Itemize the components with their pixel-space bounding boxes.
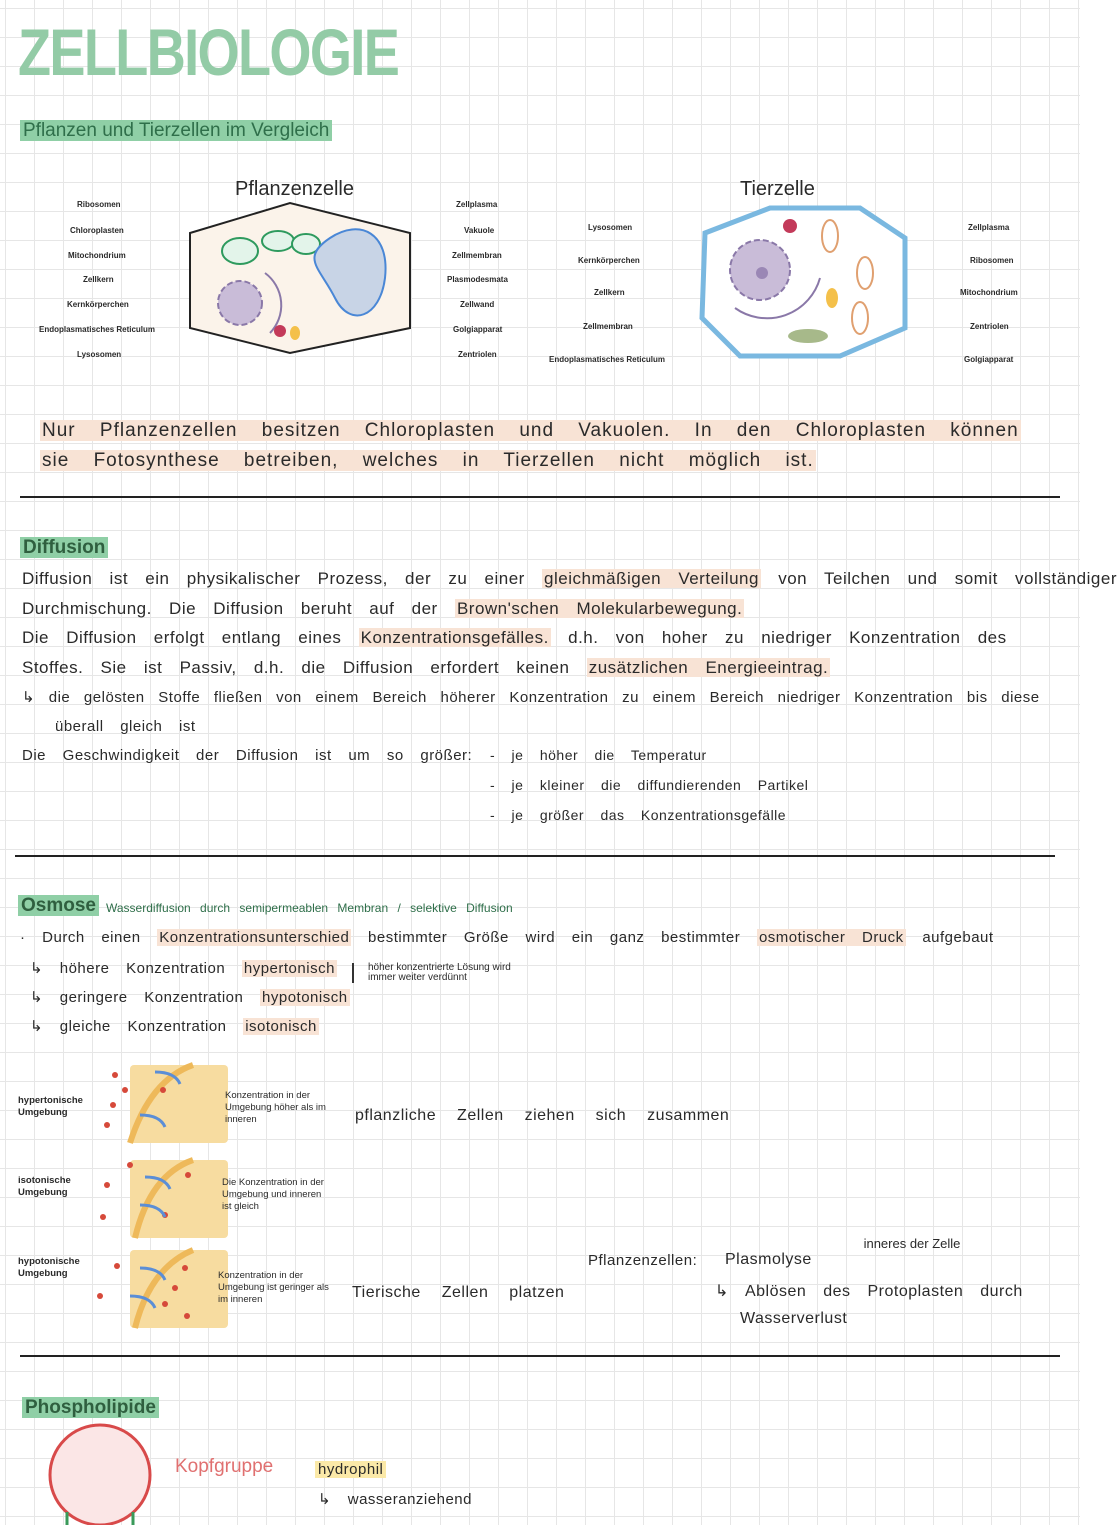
divider (20, 1355, 1060, 1357)
animal-label-mitochondrium: Mitochondrium (960, 288, 1018, 297)
comparison-text-line-2: sie Fotosynthese betreiben, welches in Tierzellen nicht möglich ist. (42, 450, 814, 471)
divider (20, 496, 1060, 498)
plant-label-zellwand: Zellwand (460, 300, 495, 309)
animal-label-ribosomen: Ribosomen (970, 256, 1014, 265)
plant-cell-title: Pflanzenzelle (235, 178, 354, 200)
plasmolyse-line-1: ↳ Ablösen des Protoplasten durch (715, 1283, 1023, 1300)
osmose-item-hypotonisch: ↳ geringere Konzentration hypotonisch (30, 989, 348, 1006)
osmosis-row-result: Tierische Zellen platzen (352, 1284, 565, 1301)
osmose-subtitle: Wasserdiffusion durch semipermeablen Membran / selektive Diffusion (106, 901, 513, 915)
osmosis-row-description: Die Konzentration in der Umgebung und inneren ist gleich (222, 1177, 324, 1212)
animal-label-zentriolen: Zentriolen (970, 322, 1009, 331)
osmosis-row-label: hypotonische Umgebung (18, 1256, 80, 1279)
plant-label-chloroplasten: Chloroplasten (70, 226, 124, 235)
plant-label-lysosomen: Lysosomen (77, 350, 122, 359)
phospholipid-head-icon (45, 1420, 160, 1525)
page-title: ZELLBIOLOGIE (18, 15, 399, 89)
phospholipid-part-label: Kopfgruppe (175, 1456, 274, 1477)
osmosis-cell-illustrations (95, 1060, 235, 1340)
section-heading-comparison: Pflanzen und Tierzellen im Vergleich (20, 120, 332, 142)
animal-label-zellplasma: Zellplasma (968, 223, 1010, 232)
phospholipid-property: hydrophil (315, 1461, 386, 1478)
plasmolyse-line-2: Wasserverlust (740, 1310, 848, 1327)
animal-cell-drawing (540, 178, 1060, 368)
animal-label-lysosomen: Lysosomen (588, 223, 633, 232)
diffusion-line-4: Stoffes. Sie ist Passiv, d.h. die Diffusion erfordert keinen zusätzlichen Energieeintrag. (22, 658, 829, 677)
section-heading-diffusion: Diffusion (20, 537, 108, 559)
diffusion-line-6: überall gleich ist (55, 718, 196, 735)
diffusion-line-1: Diffusion ist ein physikalischer Prozess, der zu einer gleichmäßigen Verteilung von Teilchen und somit vollständiger (22, 569, 1117, 588)
diffusion-line-2: Durchmischung. Die Diffusion beruht auf der Brown'schen Molekularbewegung. (22, 599, 743, 618)
diffusion-line-5: ↳ die gelösten Stoffe fließen von einem Bereich höherer Konzentration zu einem Bereich niedriger Konzentration bis diese (22, 689, 1040, 706)
animal-cell-title: Tierzelle (740, 178, 815, 200)
osmose-item-isotonisch: ↳ gleiche Konzentration isotonisch (30, 1018, 317, 1035)
plant-label-zellplasma: Zellplasma (456, 200, 498, 209)
osmose-brace-note: höher konzentrierte Lösung wird immer weiter verdünnt (352, 963, 518, 983)
plant-label-zentriolen: Zentriolen (458, 350, 497, 359)
osmosis-row-description: Konzentration in der Umgebung ist geringer als im inneren (218, 1270, 329, 1305)
animal-label-zellkern: Zellkern (594, 288, 625, 297)
diffusion-speed-intro: Die Geschwindigkeit der Diffusion ist um so größer: (22, 747, 473, 764)
osmosis-row-description: Konzentration in der Umgebung höher als im inneren (225, 1090, 326, 1125)
plasmolyse-note: inneres der Zelle (863, 1236, 961, 1251)
osmosis-row-label: isotonische Umgebung (18, 1175, 71, 1198)
plant-label-ribosomen: Ribosomen (77, 200, 121, 209)
osmose-item-hypertonisch: ↳ höhere Konzentration hypertonisch (30, 960, 335, 977)
plant-cell-diagram (30, 178, 550, 368)
phospholipid-meaning: ↳ wasseranziehend (318, 1491, 472, 1508)
diffusion-line-3: Die Diffusion erfolgt entlang eines Konzentrationsgefälles. d.h. von hoher zu niedriger Konzentration des (22, 628, 1007, 647)
plant-label-mitochondrium: Mitochondrium (68, 251, 126, 260)
plasmolyse-term: Plasmolyse (725, 1251, 812, 1268)
plant-label-zellmembran: Zellmembran (452, 251, 502, 260)
divider (15, 855, 1055, 857)
diffusion-speed-item: - je kleiner die diffundierenden Partikel (490, 777, 809, 793)
animal-label-er: Endoplasmatisches Reticulum (549, 355, 666, 364)
osmose-line-1: · Durch einen Konzentrationsunterschied bestimmter Größe wird ein ganz bestimmter osmotischer Druck aufgebaut (20, 929, 994, 946)
animal-label-golgiapparat: Golgiapparat (964, 355, 1014, 364)
osmosis-row-label: hypertonische Umgebung (18, 1095, 83, 1118)
osmosis-row-result: pflanzliche Zellen ziehen sich zusammen (355, 1107, 730, 1124)
plant-label-kernkoerperchen: Kernkörperchen (67, 300, 129, 309)
animal-label-zellmembran: Zellmembran (583, 322, 633, 331)
section-heading-osmose: Osmose (18, 895, 99, 917)
animal-label-kernkoerperchen: Kernkörperchen (578, 256, 640, 265)
diffusion-speed-item: - je höher die Temperatur (490, 747, 707, 763)
animal-cell-diagram (540, 178, 1060, 368)
plant-label-golgiapparat: Golgiapparat (453, 325, 503, 334)
plant-label-plasmodesmata: Plasmodesmata (447, 275, 508, 284)
plant-label-vakuole: Vakuole (464, 226, 495, 235)
diffusion-speed-item: - je größer das Konzentrationsgefälle (490, 807, 787, 823)
plant-label-zellkern: Zellkern (83, 275, 114, 284)
plant-label-er: Endoplasmatisches Reticulum (39, 325, 156, 334)
plasmolyse-label: Pflanzenzellen: (588, 1252, 698, 1269)
section-heading-phospholipide: Phospholipide (22, 1397, 159, 1419)
comparison-text-line-1: Nur Pflanzenzellen besitzen Chloroplasten und Vakuolen. In den Chloroplasten können (42, 420, 1019, 441)
